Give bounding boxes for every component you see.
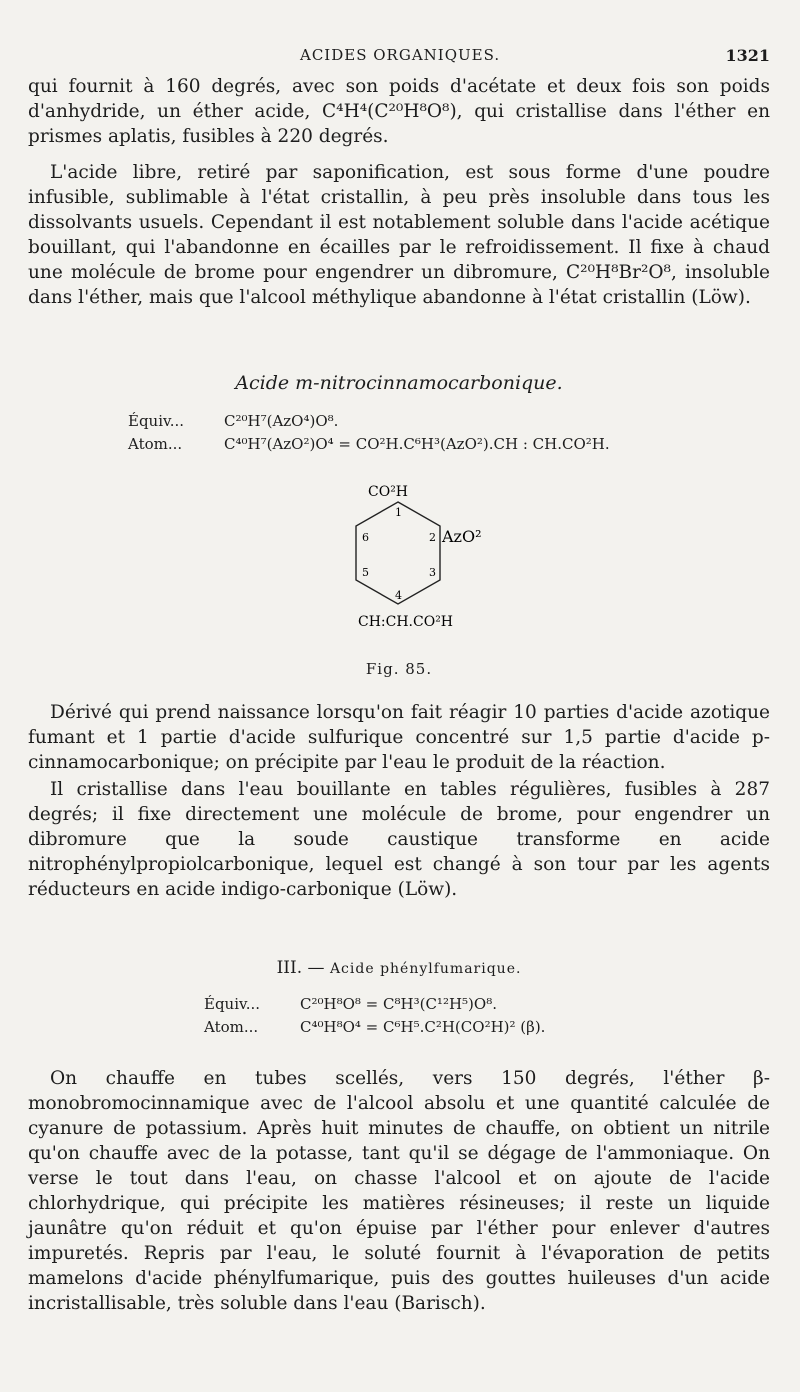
substituent-top: CO²H — [368, 484, 409, 500]
ring-position-6: 6 — [362, 531, 369, 544]
ring-position-3: 3 — [429, 566, 436, 579]
chapter-name: Acide phénylfumarique. — [329, 961, 522, 977]
atom-formula: C⁴⁰H⁷(AzO²)O⁴ = CO²H.C⁶H³(AzO²).CH : CH.CO²H. — [224, 435, 610, 453]
ring-position-1: 1 — [395, 506, 402, 519]
section-title-nitrocinnamocarbonique: Acide m-nitrocinnamocarbonique. — [235, 372, 563, 394]
equiv-formula-line-1 — [128, 412, 338, 430]
ring-position-2: 2 — [429, 531, 436, 544]
paragraph-4: Il cristallise dans l'eau bouillante en tables régulières, fusibles à 287 degrés; il fixe directement une molécule de brome, pour engendrer un dibromure que la soude caustique transforme en acide nitrophénylpropiolcarbonique, lequel est changé à son tour par les agents réducteurs en acide indigo-carbonique (Löw). — [28, 779, 770, 900]
equiv-formula-line-2 — [204, 995, 497, 1013]
equiv-formula-2: C²⁰H⁸O⁸ = C⁸H³(C¹²H⁵)O⁸. — [300, 995, 497, 1013]
atom-formula-line-2 — [204, 1018, 545, 1036]
chapter-title-phenylfumarique — [28, 958, 770, 978]
equiv-label: Équiv... — [128, 412, 185, 430]
equiv-formula: C²⁰H⁷(AzO⁴)O⁸. — [224, 412, 339, 430]
ring-position-4: 4 — [395, 589, 402, 602]
substituent-bottom: CH:CH.CO²H — [358, 614, 454, 630]
paragraph-3: Dérivé qui prend naissance lorsqu'on fait réagir 10 parties d'acide azotique fumant et 1 partie d'acide sulfurique concentré sur 1,5 partie d'acide p-cinnamocarbonique; on précipite par l'eau le produit de la réaction. — [28, 702, 770, 773]
paragraph-2: L'acide libre, retiré par saponification, est sous forme d'une poudre infusible, sublimable à l'état cristallin, à peu près insoluble dans tous les dissolvants usuels. Cependant il est notablement soluble dans l'acide acétique bouillant, qui l'abandonne en écailles par le refroidissement. Il fixe à chaud une molécule de brome pour engendrer un dibromure, C²⁰H⁸Br²O⁸, insoluble dans l'éther, mais que l'alcool méthylique abandonne à l'état cristallin (Löw). — [28, 162, 770, 308]
benzene-ring-diagram — [318, 476, 518, 646]
benzene-ring-figure — [318, 476, 518, 646]
atom-label-2: Atom... — [204, 1018, 259, 1036]
atom-formula-line-1 — [128, 435, 610, 453]
atom-formula-2: C⁴⁰H⁸O⁴ = C⁶H⁵.C²H(CO²H)² (β). — [300, 1018, 546, 1036]
page-number: 1321 — [725, 46, 770, 65]
equiv-label-2: Équiv... — [204, 995, 261, 1013]
paragraph-5: On chauffe en tubes scellés, vers 150 degrés, l'éther β-monobromocinnamique avec de l'alcool absolu et une quantité calculée de cyanure de potassium. Après huit minutes de chauffe, on obtient un nitrile qu'on chauffe avec de la potasse, tant qu'il se dégage de l'ammoniaque. On verse le tout dans l'eau, on chasse l'alcool et on ajoute de l'acide chlorhydrique, qui précipite les matières résineuses; il reste un liquide jaunâtre qu'on réduit et qu'on épuise par l'éther pour enlever d'autres impuretés. Repris par l'eau, le soluté fournit à l'évaporation de petits mamelons d'acide phénylfumarique, puis des gouttes huileuses d'un acide incristallisable, très soluble dans l'eau (Barisch). — [28, 1068, 770, 1314]
paragraph-1: qui fournit à 160 degrés, avec son poids d'acétate et deux fois son poids d'anhydride, un éther acide, C⁴H⁴(C²⁰H⁸O⁸), qui cristallise dans l'éther en prismes aplatis, fusibles à 220 degrés. — [28, 76, 770, 147]
ring-position-5: 5 — [362, 566, 369, 579]
page-header — [28, 46, 770, 70]
running-title: ACIDES ORGANIQUES. — [300, 46, 501, 64]
atom-label: Atom... — [128, 435, 183, 453]
substituent-right: AzO² — [442, 527, 482, 546]
figure-caption: Fig. 85. — [365, 660, 433, 678]
chapter-numeral: III. — — [276, 958, 325, 978]
